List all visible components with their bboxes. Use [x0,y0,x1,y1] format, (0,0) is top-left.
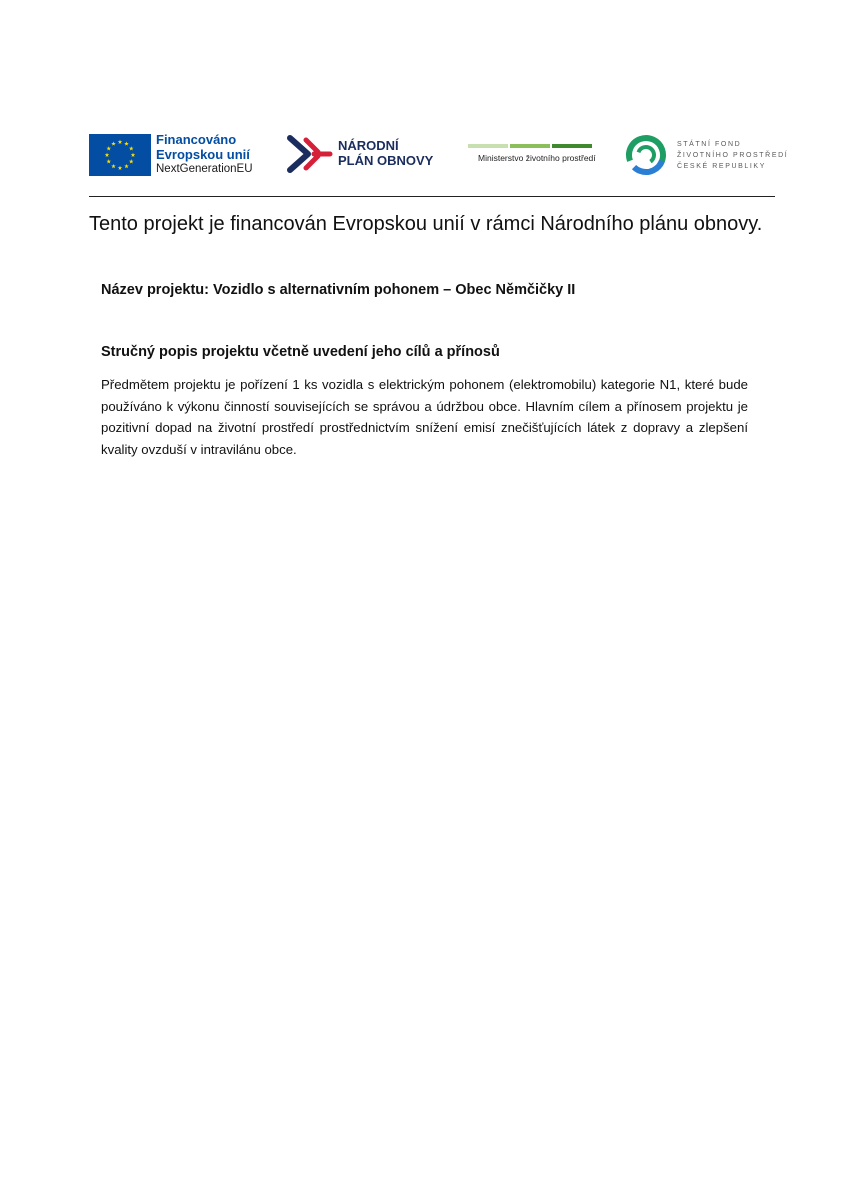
eu-logo-line3: NextGenerationEU [156,163,253,175]
mzp-bars-icon [468,144,592,149]
npo-mark-icon [284,132,334,178]
header-divider [89,196,775,197]
eu-star-icon [124,164,129,168]
eu-stars-icon [89,134,151,176]
eu-star-icon [118,140,123,144]
sfzp-logo-text [677,139,788,172]
section-heading: Stručný popis projektu včetně uvedení jeho cílů a přínosů [101,344,500,360]
eu-star-icon [105,153,110,157]
sfzp-logo [625,128,789,184]
eu-star-icon [131,153,136,157]
eu-logo-text [156,132,253,177]
eu-flag-icon [89,134,151,176]
eu-star-icon [129,159,134,163]
eu-logo-line2: Evropskou unií [156,147,250,162]
eu-funding-logo [89,128,259,184]
sfzp-logo-line2: ŽIVOTNÍHO PROSTŘEDÍ [677,152,789,159]
eu-star-icon [118,166,123,170]
npo-logo [284,128,444,184]
npo-logo-line1: NÁRODNÍ [338,138,399,153]
sfzp-mark-icon [625,132,669,178]
eu-star-icon [106,159,111,163]
sfzp-logo-line3: ČESKÉ REPUBLIKY [677,163,766,170]
eu-star-icon [106,146,111,150]
project-name: Název projektu: Vozidlo s alternativním pohonem – Obec Němčičky II [101,282,576,298]
eu-star-icon [124,141,129,145]
eu-star-icon [111,164,116,168]
eu-star-icon [111,141,116,145]
sfzp-logo-line1: STÁTNÍ FOND [677,141,742,148]
mzp-logo [468,128,596,184]
eu-star-icon [129,146,134,150]
project-description: Předmětem projektu je pořízení 1 ks vozidla s elektrickým pohonem (elektromobilu) kategorie N1, které bude používáno k výkonu činností souvisejících se správou a údržbou obce. Hlavním cílem a přínosem projektu je pozitivní dopad na životní prostředí prostřednictvím snížení emisí znečišťujících látek z dopravy a zlepšení kvality ovzduší v intravilánu obce. [101,377,748,457]
logo-bar [89,128,789,184]
eu-logo-line1: Financováno [156,132,237,147]
mzp-logo-text: Ministerstvo životního prostředí [478,153,596,163]
npo-logo-line2: PLÁN OBNOVY [338,153,434,168]
npo-logo-text [338,138,433,168]
funding-headline: Tento projekt je financován Evropskou unií v rámci Národního plánu obnovy. [89,213,763,235]
